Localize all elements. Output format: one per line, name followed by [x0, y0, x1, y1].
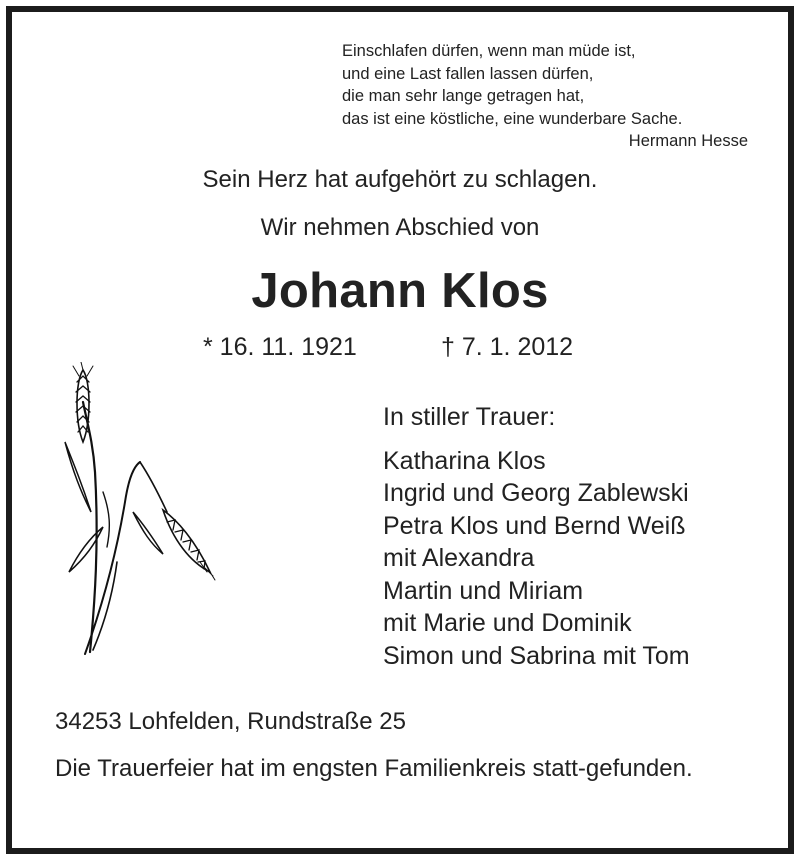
heart-stopped-text: Sein Herz hat aufgehört zu schlagen.: [202, 166, 598, 193]
mourner-name: Martin und Miriam: [383, 576, 584, 605]
mourner-name: Simon und Sabrina mit Tom: [383, 641, 690, 670]
deceased-name: Johann Klos: [251, 264, 549, 318]
mourner-name: mit Alexandra: [383, 544, 535, 572]
funeral-service-note: Die Trauerfeier hat im engsten Familienkreis statt-gefunden.: [55, 755, 693, 782]
poem-author: Hermann Hesse: [628, 132, 748, 150]
death-date: † 7. 1. 2012: [441, 333, 574, 361]
mourner-name: Petra Klos und Bernd Weiß: [383, 511, 686, 540]
wheat-ears-icon: [55, 362, 220, 662]
poem-line: und eine Last fallen lassen dürfen,: [342, 64, 594, 83]
poem-quote: [342, 40, 748, 153]
mourner-name: Ingrid und Georg Zablewski: [383, 479, 689, 507]
family-address: 34253 Lohfelden, Rundstraße 25: [55, 708, 406, 735]
mourner-name: mit Marie und Dominik: [383, 609, 632, 637]
mourner-name: Katharina Klos: [383, 446, 546, 475]
mourners-list: [383, 401, 690, 672]
mourners-intro: In stiller Trauer:: [383, 403, 556, 431]
poem-line: Einschlafen dürfen, wenn man müde ist,: [342, 42, 636, 60]
poem-line: die man sehr lange getragen hat,: [342, 87, 585, 105]
birth-date: * 16. 11. 1921: [203, 333, 357, 361]
poem-line: das ist eine köstliche, eine wunderbare Sache.: [342, 109, 683, 128]
farewell-text: Wir nehmen Abschied von: [260, 214, 540, 241]
